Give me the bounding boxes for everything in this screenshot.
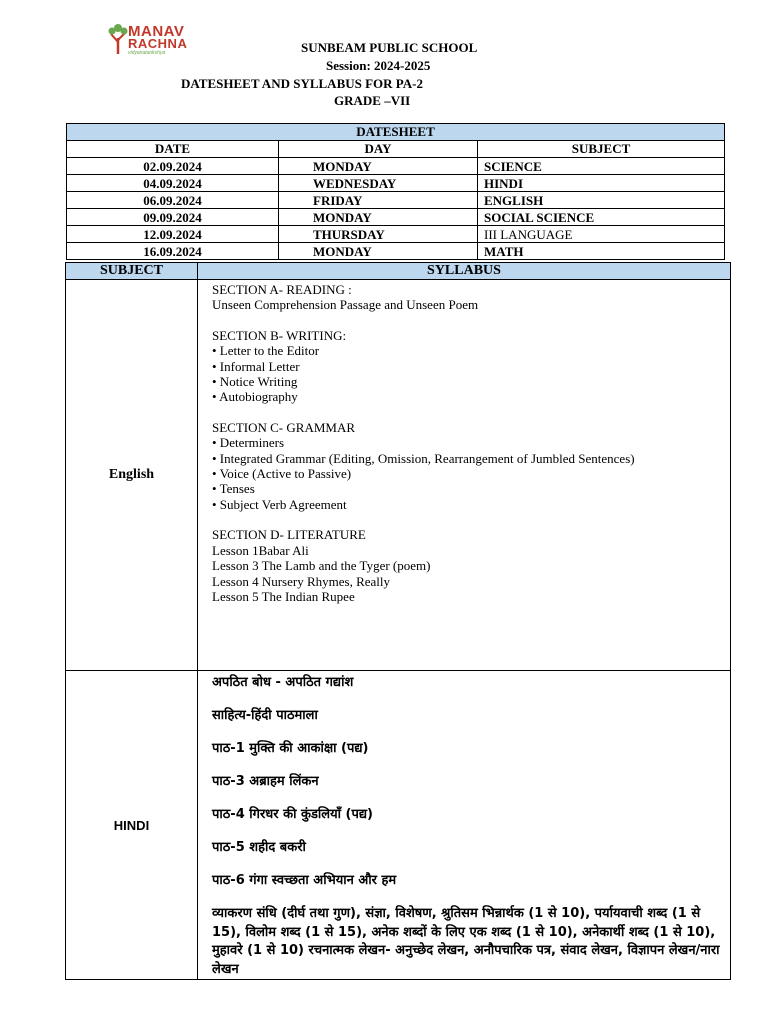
session-text: Session: 2024-2025 [326, 58, 431, 73]
syllabus-line: • Notice Writing [212, 374, 298, 390]
exam-day: THURSDAY [279, 226, 478, 243]
hindi-syllabus [198, 671, 731, 980]
table-row [67, 243, 725, 260]
exam-subject: ENGLISH [478, 192, 725, 209]
syllabus-line: • Tenses [212, 481, 255, 497]
exam-subject: SOCIAL SCIENCE [478, 209, 725, 226]
syllabus-line: • Integrated Grammar (Editing, Omission, Rearrangement of Jumbled Sentences) [212, 450, 635, 466]
exam-day: MONDAY [279, 209, 478, 226]
exam-day: FRIDAY [279, 192, 478, 209]
syllabus-line: • Determiners [212, 435, 285, 451]
syllabus-line: • Subject Verb Agreement [212, 496, 347, 512]
syllabus-line: • Informal Letter [212, 358, 300, 374]
syllabus-line: • Autobiography [212, 389, 298, 405]
syllabus-line: पाठ-4 गिरधर की कुंडलियाँ (पद्य) [212, 807, 373, 822]
syllabus-line: पाठ-5 शहीद बकरी [212, 840, 306, 855]
column-header-subject: SUBJECT [66, 263, 198, 280]
syllabus-line: SECTION D- LITERATURE [212, 527, 366, 543]
column-header-date: DATE [67, 141, 279, 158]
datesheet-caption: DATESHEET [67, 124, 725, 141]
exam-subject: III LANGUAGE [478, 226, 725, 243]
exam-date: 09.09.2024 [67, 209, 279, 226]
syllabus-line: Unseen Comprehension Passage and Unseen Poem [212, 297, 479, 313]
tree-icon [108, 24, 128, 54]
logo-text-rachna: RACHNA [128, 36, 188, 51]
syllabus-paragraph: व्याकरण संधि (दीर्घ तथा गुण), संज्ञा, विशेषण, श्रुतिसम भिन्नार्थक (1 से 10), पर्यायवाची शब्द (1 से 15), विलोम शब्द (1 से 15), अनेक शब्दों के लिए एक शब्द (1 से 10), अनेकार्थी शब्द (1 से 10), मुहावरे (1 से 10) रचनात्मक लेखन- अनुच्छेद लेखन, अनौपचारिक पत्र, संवाद लेखन, विज्ञापन लेखन/नारा लेखन [212, 906, 720, 977]
datesheet-table [66, 123, 725, 260]
school-logo [108, 24, 198, 56]
syllabus-table [65, 262, 731, 980]
table-row [67, 158, 725, 175]
table-row [67, 226, 725, 243]
syllabus-line: • Letter to the Editor [212, 343, 320, 359]
document-title: DATESHEET AND SYLLABUS FOR PA-2 [181, 76, 423, 91]
syllabus-line: साहित्य-हिंदी पाठमाला [212, 708, 318, 723]
logo-text-manav: MANAV [128, 23, 185, 40]
exam-date: 16.09.2024 [67, 243, 279, 260]
table-row [67, 175, 725, 192]
spacer [212, 405, 730, 420]
subject-english: English [66, 280, 198, 671]
syllabus-line: SECTION A- READING : [212, 282, 352, 297]
logo-tagline: vidyanatarikshya [128, 50, 166, 56]
table-row [67, 209, 725, 226]
exam-date: 02.09.2024 [67, 158, 279, 175]
syllabus-line: Lesson 5 The Indian Rupee [212, 588, 355, 604]
exam-subject: SCIENCE [478, 158, 725, 175]
syllabus-row-english [66, 280, 731, 671]
exam-day: WEDNESDAY [279, 175, 478, 192]
column-header-day: DAY [279, 141, 478, 158]
syllabus-line: Lesson 3 The Lamb and the Tyger (poem) [212, 558, 431, 574]
subject-hindi: HINDI [66, 671, 198, 980]
english-syllabus [198, 280, 731, 671]
syllabus-line: • Voice (Active to Passive) [212, 466, 352, 482]
spacer [212, 512, 730, 527]
exam-date: 04.09.2024 [67, 175, 279, 192]
syllabus-line: SECTION B- WRITING: [212, 327, 347, 343]
syllabus-line: पाठ-6 गंगा स्वच्छता अभियान और हम [212, 873, 397, 888]
school-name: SUNBEAM PUBLIC SCHOOL [301, 40, 478, 55]
syllabus-line: Lesson 1Babar Ali [212, 542, 309, 558]
syllabus-line: SECTION C- GRAMMAR [212, 419, 356, 435]
syllabus-line: अपठित बोध - अपठित गद्यांश [212, 675, 354, 690]
exam-subject: HINDI [478, 175, 725, 192]
column-header-syllabus: SYLLABUS [198, 263, 731, 280]
syllabus-row-hindi [66, 671, 731, 980]
syllabus-line: पाठ-3 अब्राहम लिंकन [212, 774, 319, 789]
spacer [212, 313, 730, 328]
exam-subject: MATH [478, 243, 725, 260]
syllabus-line: पाठ-1 मुक्ति की आकांक्षा (पद्य) [212, 741, 369, 756]
exam-day: MONDAY [279, 158, 478, 175]
exam-date: 12.09.2024 [67, 226, 279, 243]
syllabus-line: Lesson 4 Nursery Rhymes, Really [212, 573, 391, 589]
exam-date: 06.09.2024 [67, 192, 279, 209]
grade-text: GRADE –VII [334, 93, 411, 108]
exam-day: MONDAY [279, 243, 478, 260]
column-header-subject: SUBJECT [478, 141, 725, 158]
table-row [67, 192, 725, 209]
